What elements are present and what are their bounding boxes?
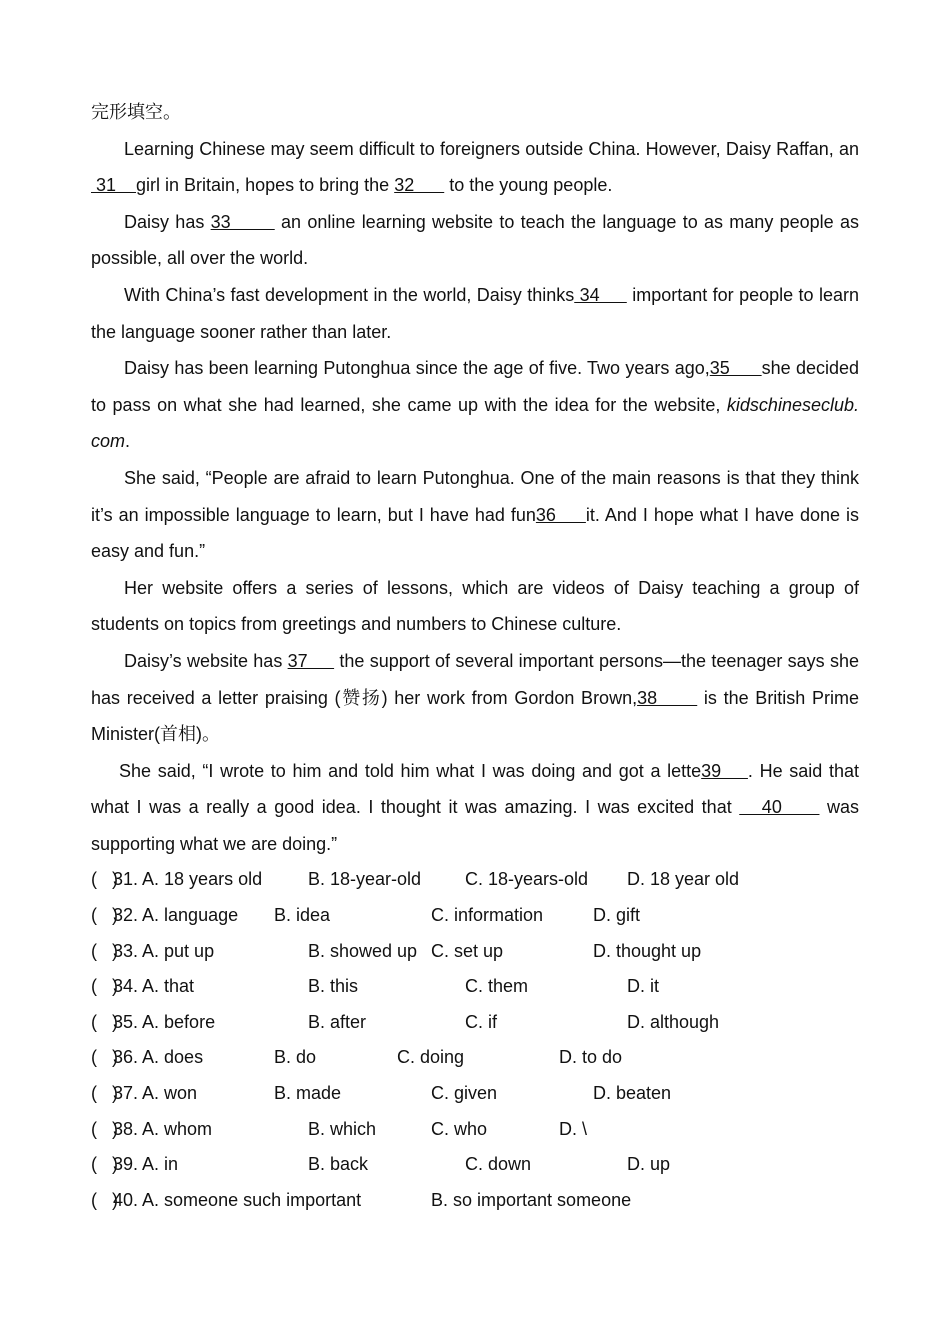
option-c: C. them (465, 976, 529, 997)
option-d: D. beaten (593, 1083, 672, 1104)
answer-blank[interactable]: ( ) (91, 1011, 118, 1032)
blank-34: 34 (574, 284, 627, 305)
passage-paragraph-8 (91, 753, 859, 863)
option-a: 39. A. in (113, 1154, 179, 1175)
answer-blank[interactable]: ( ) (91, 1083, 118, 1104)
text: girl in Britain, hopes to bring the (136, 175, 395, 196)
answer-blank[interactable]: ( ) (91, 1189, 118, 1210)
text: the support of several important persons—the teenager says she has received a letter praising (赞扬) her work from Gordon Brown, (91, 650, 859, 708)
option-c: C. who (431, 1118, 488, 1139)
option-c: C. given (431, 1083, 498, 1104)
option-a: 34. A. that (113, 976, 195, 997)
answer-blank[interactable]: ( ) (91, 976, 118, 997)
option-a: 31. A. 18 years old (113, 869, 263, 890)
blank-37: 37 (287, 650, 335, 671)
option-d: D. although (627, 1011, 720, 1032)
question-31 (91, 862, 859, 898)
option-b: B. after (308, 1011, 367, 1032)
passage-paragraph-3 (91, 277, 859, 350)
option-b: B. idea (274, 905, 331, 926)
text: was supporting what we are doing.” (91, 797, 859, 854)
text: she decided to pass on what she had learned, she came up with the idea for the website, (91, 358, 860, 415)
passage-paragraph-6 (91, 570, 859, 643)
text: to the young people. (444, 175, 613, 196)
option-c: C. 18-years-old (465, 869, 589, 890)
blank-35: 35 (709, 358, 762, 379)
option-a: 40. A. someone such important (113, 1189, 362, 1210)
option-a: 38. A. whom (113, 1118, 213, 1139)
text: She said, “I wrote to him and told him what I was doing and got a lette (119, 760, 702, 781)
text: is the British Prime Minister(首相)。 (91, 687, 860, 745)
option-a: 37. A. won (113, 1083, 198, 1104)
answer-blank[interactable]: ( ) (91, 869, 118, 890)
option-c: C. if (465, 1011, 498, 1032)
option-b: B. this (308, 976, 359, 997)
question-34 (91, 969, 859, 1005)
option-b: B. which (308, 1118, 377, 1139)
option-c: C. doing (397, 1047, 465, 1068)
option-d: D. gift (593, 905, 641, 926)
option-d: D. \ (559, 1118, 588, 1139)
cloze-document (91, 94, 859, 1218)
blank-31: 31 (91, 175, 137, 196)
question-35 (91, 1005, 859, 1041)
blank-32: 32 (394, 175, 445, 196)
answer-blank[interactable]: ( ) (91, 1047, 118, 1068)
option-b: B. showed up (308, 940, 418, 961)
option-c: C. set up (431, 940, 504, 961)
answer-blank[interactable]: ( ) (91, 940, 118, 961)
passage-paragraph-2 (91, 204, 859, 277)
question-list (91, 862, 859, 1218)
option-c: C. information (431, 905, 544, 926)
option-d: D. to do (559, 1047, 623, 1068)
blank-40: 40 (739, 797, 820, 818)
blank-36: 36 (535, 504, 586, 525)
question-37 (91, 1076, 859, 1112)
option-a: 32. A. language (113, 905, 239, 926)
question-39 (91, 1147, 859, 1183)
question-36 (91, 1040, 859, 1076)
passage-paragraph-5 (91, 460, 859, 570)
option-b: B. so important someone (431, 1189, 632, 1210)
option-a: 35. A. before (113, 1011, 216, 1032)
text: Daisy has been learning Putonghua since the age of five. Two years ago, (124, 358, 710, 379)
text: She said, “People are afraid to learn Putonghua. One of the main reasons is that they think it’s an impossible language to learn, but I have had fun (91, 467, 859, 525)
text: Daisy’s website has (124, 650, 288, 671)
answer-blank[interactable]: ( ) (91, 1154, 118, 1175)
passage-paragraph-7 (91, 643, 859, 753)
blank-38: 38 (637, 687, 698, 708)
text: an online learning website to teach the language to as many people as possible, all over the world. (91, 211, 859, 269)
option-b: B. back (308, 1154, 369, 1175)
question-38 (91, 1112, 859, 1148)
blank-39: 39 (701, 760, 748, 781)
option-a: 33. A. put up (113, 940, 215, 961)
text: Learning Chinese may seem difficult to foreigners outside China. However, Daisy Raffan, an (124, 138, 859, 159)
text: . (125, 431, 131, 452)
option-d: D. 18 year old (627, 869, 740, 890)
option-b: B. do (274, 1047, 317, 1068)
option-d: D. up (627, 1154, 671, 1175)
section-heading: 完形填空。 (91, 102, 181, 122)
answer-blank[interactable]: ( ) (91, 1118, 118, 1139)
question-40 (91, 1183, 859, 1219)
blank-33: 33 (210, 211, 275, 232)
option-d: D. it (627, 976, 660, 997)
option-c: C. down (465, 1154, 532, 1175)
answer-blank[interactable]: ( ) (91, 905, 118, 926)
option-b: B. made (274, 1083, 342, 1104)
text: Her website offers a series of lessons, which are videos of Daisy teaching a group of students on topics from greetings and numbers to Chinese culture. (91, 577, 859, 635)
option-b: B. 18-year-old (308, 869, 422, 890)
question-33 (91, 934, 859, 970)
text: Daisy has (124, 211, 211, 232)
website-name: kidschineseclub. com (91, 394, 859, 452)
text: With China’s fast development in the world, Daisy thinks (124, 284, 575, 305)
text: . He said that what I was a really a good idea. I thought it was amazing. I was excited that (91, 760, 860, 818)
option-d: D. thought up (593, 940, 702, 961)
option-a: 36. A. does (113, 1047, 204, 1068)
text: it. And I hope what I have done is easy and fun.” (91, 504, 860, 562)
passage-paragraph-4 (91, 350, 859, 460)
passage-paragraph-1 (91, 131, 859, 204)
text: important for people to learn the language sooner rather than later. (91, 284, 860, 342)
question-32 (91, 898, 859, 934)
